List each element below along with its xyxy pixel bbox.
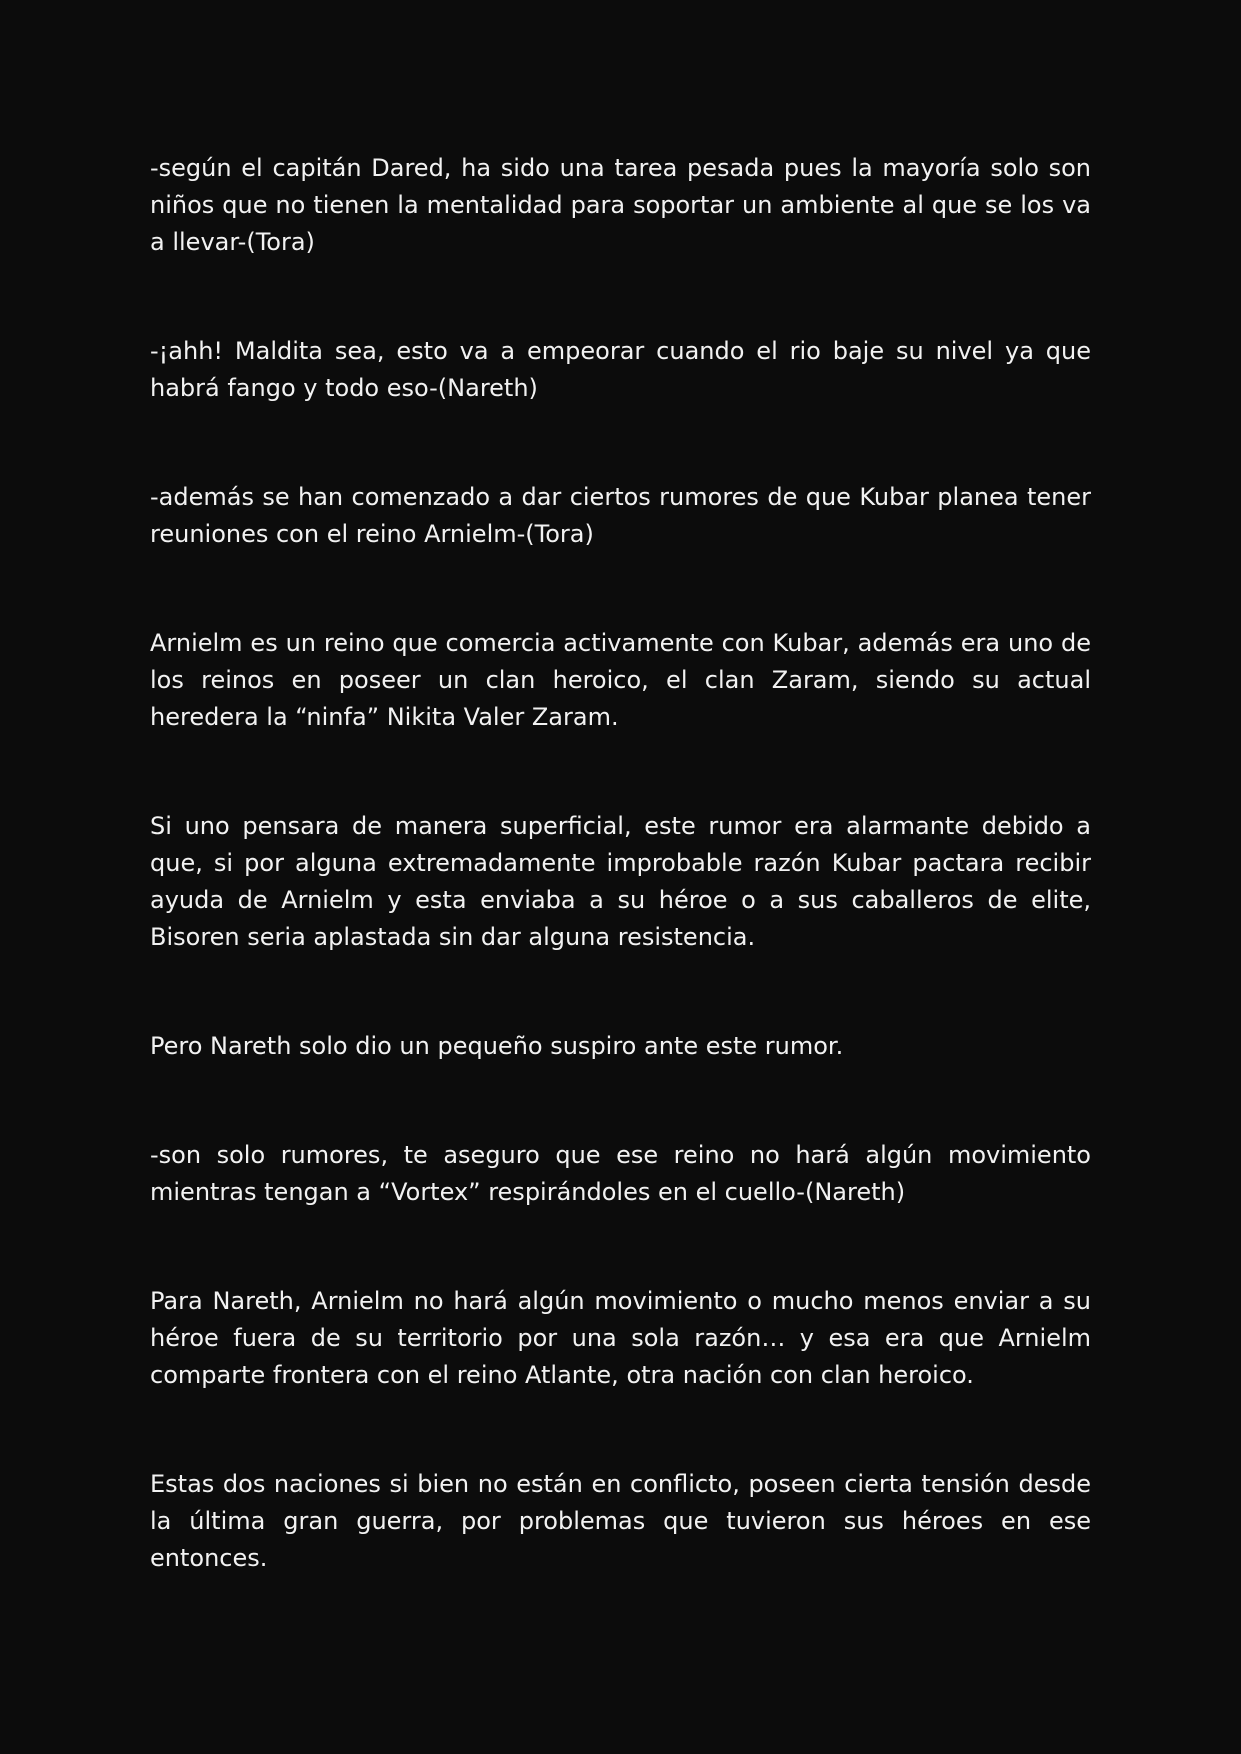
paragraph: Pero Nareth solo dio un pequeño suspiro ante este rumor. xyxy=(150,1032,844,1060)
paragraph: Para Nareth, Arnielm no hará algún movimiento o mucho menos enviar a su héroe fuera de su territorio por una sola razón… y esa era que Arnielm comparte frontera con el reino Atlante, otra nación con clan heroico. xyxy=(150,1287,1091,1389)
paragraph: Estas dos naciones si bien no están en conflicto, poseen cierta tensión desde la última gran guerra, por problemas que tuvieron sus héroes en ese entonces. xyxy=(150,1470,1091,1572)
text-body xyxy=(150,150,1091,1649)
paragraph: Si uno pensara de manera superficial, este rumor era alarmante debido a que, si por alguna extremadamente improbable razón Kubar pactara recibir ayuda de Arnielm y esta enviaba a su héroe o a sus caballeros de elite, Bisoren seria aplastada sin dar alguna resistencia. xyxy=(150,812,1091,951)
paragraph: -son solo rumores, te aseguro que ese reino no hará algún movimiento mientras tengan a “Vortex” respirándoles en el cuello-(Nareth) xyxy=(150,1141,1091,1206)
paragraph: -además se han comenzado a dar ciertos rumores de que Kubar planea tener reuniones con el reino Arnielm-(Tora) xyxy=(150,483,1091,548)
paragraph: Arnielm es un reino que comercia activamente con Kubar, además era uno de los reinos en poseer un clan heroico, el clan Zaram, siendo su actual heredera la “ninfa” Nikita Valer Zaram. xyxy=(150,629,1091,731)
paragraph: -¡ahh! Maldita sea, esto va a empeorar cuando el rio baje su nivel ya que habrá fango y todo eso-(Nareth) xyxy=(150,337,1091,402)
paragraph: -según el capitán Dared, ha sido una tarea pesada pues la mayoría solo son niños que no tienen la mentalidad para soportar un ambiente al que se los va a llevar-(Tora) xyxy=(150,154,1091,256)
